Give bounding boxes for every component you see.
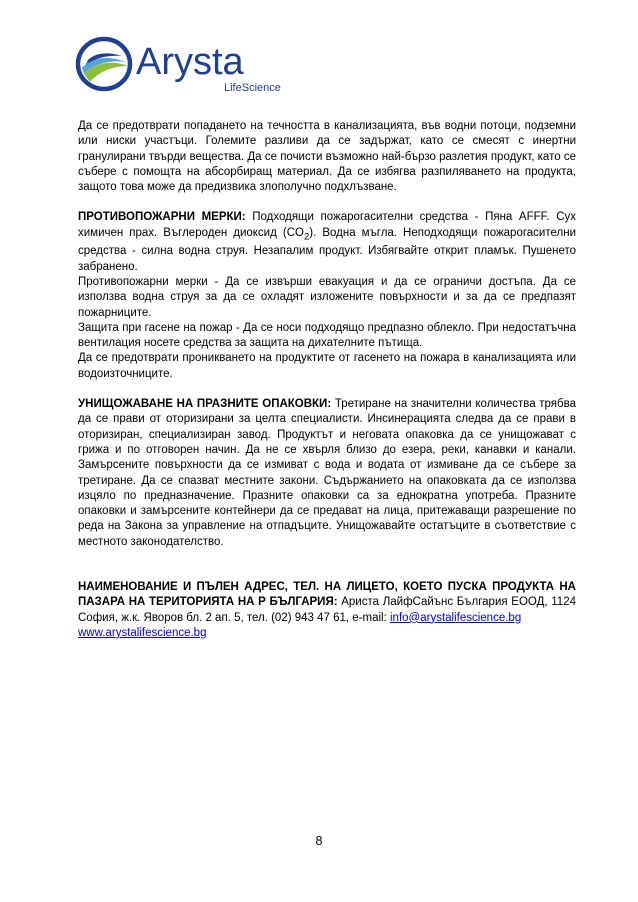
address-text: Ариста ЛайфСайънс България ЕООД, 1124 София, ж.к. Яворов бл. 2 ап. 5, тел. (02) 943 47 61, e-mail: <box>78 596 576 624</box>
fire-measures-evacuation: Противопожарни мерки - Да се извърши евакуация и да се ограничи достъпа. Да се използва водна струя за да се охладят изложените повърхности и за да се предпазят пожарниците. <box>78 275 576 319</box>
address-heading: НАИМЕНОВАНИЕ И ПЪЛЕН АДРЕС, ТЕЛ. НА ЛИЦЕТО, КОЕТО ПУСКА ПРОДУКТА НА ПАЗАРА НА ТЕРИТОРИЯТА НА Р БЪЛГАРИЯ: <box>78 581 576 609</box>
address-paragraph <box>78 580 576 641</box>
email-link[interactable]: info@arystalifescience.bg <box>390 611 522 624</box>
fire-protection-paragraph: Защита при гасене на пожар - Да се носи подходящо предпазно облекло. При недостатъчна вентилация носете средства за защита на дихателните пътища. <box>78 321 576 350</box>
spill-paragraph: Да се предотврати попадането на течността в канализацията, във водни потоци, подземни или ниски участъци. Големите разливи да се задържат, като се смесят с инертни гранулирани твърди вещества. Да се почисти възможно най-бързо разлетия продукт, като се събере с помощта на абсорбиращ материал. Да се избягва разпиляването на продукта, защото това може да предизвика злополучно подхлъзване. <box>78 120 576 194</box>
co2-subscript: 2 <box>303 231 310 243</box>
document-body <box>78 119 576 641</box>
fire-measures-paragraph <box>78 210 576 274</box>
logo-tagline-text: LifeScience <box>224 82 281 94</box>
fire-measures-text-2: ). Водна мъгла. Неподходящи пожарогасителни средства - силна водна струя. Незапалим продукт. Избягвайте открит пламък. Пушенето забранено. <box>78 226 576 273</box>
disposal-paragraph <box>78 397 576 550</box>
page-number: 8 <box>315 834 323 848</box>
logo-emblem-icon <box>78 39 130 89</box>
logo-brand-text: Arysta <box>136 41 244 83</box>
fire-measures-heading: ПРОТИВОПОЖАРНИ МЕРКИ: <box>78 211 246 224</box>
disposal-heading: УНИЩОЖАВАНЕ НА ПРАЗНИТЕ ОПАКОВКИ: <box>78 398 332 411</box>
website-link[interactable]: www.arystalifescience.bg <box>78 626 207 639</box>
fire-runoff-paragraph: Да се предотврати проникването на продуктите от гасенето на пожара в канализацията или водоизточниците. <box>78 352 576 380</box>
disposal-text: Третиране на значителни количества трябва да се прави от оторизирани за целта специалисти. Инсинерацията следва да се прави в оторизиран, специализиран завод. Продуктът и неговата опаковка да се унищожават с грижа и по отговорен начин. Да не се хвърля близо до езера, реки, канавки и канали. Замърсените повърхности да се измиват с вода и водата от измиване да се събере за третиране. Да се спазват местните закони. Съдържанието на опаковката да се използва изцяло по предназначение. Празните опаковки са за еднократна употреба. Празните опаковки и замърсените контейнери да се предават на лица, притежаващи разрешение по реда на Закона за управление на отпадъците. Унищожавайте остатъците в съответствие с местното законодателство. <box>78 398 576 548</box>
fire-measures-text-1: Подходящи пожарогасителни средства - Пяна AFFF. Сух химичен прах. Въглероден диоксид (CO <box>78 211 576 239</box>
arysta-logo <box>74 30 289 100</box>
